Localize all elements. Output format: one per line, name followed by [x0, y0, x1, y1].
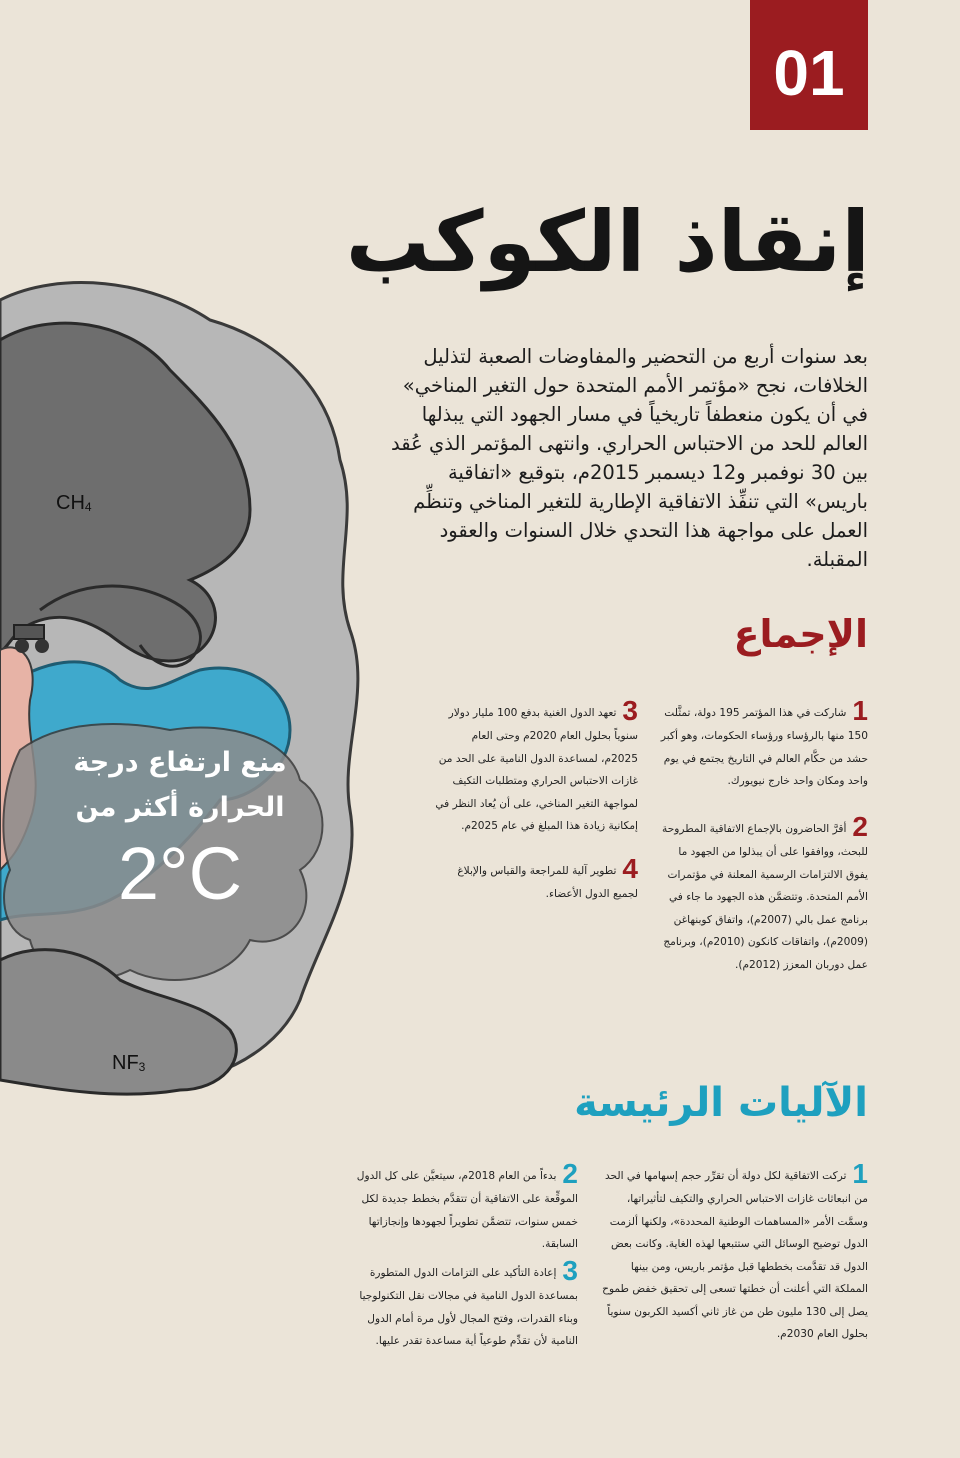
callout-line-1: منع ارتفاع درجة: [73, 747, 287, 778]
section-number-badge: 01: [750, 0, 868, 130]
item-number: 1: [852, 695, 868, 726]
item-text: أقرَّ الحاضرون بالإجماع الاتفاقية المطروحة للبحث، ووافقوا على أن يبذلوا من الجهود ما يفوق الالتزامات الرسمية المعلنة في مؤتمرات الأمم المتحدة. وتتضمَّن هذه الجهود ما جاء في برنامج عمل بالي (2007م)، واتفاق كوبنهاغن (2009م)، واتفاقات كانكون (2010م)، وبرنامج عمل دوربان المعزز (2012م).: [662, 823, 868, 971]
mechanism-item-3: [338, 1257, 578, 1353]
item-text: شاركت في هذا المؤتمر 195 دولة، تمثَّلت 150 منها بالرؤساء ورؤساء الحكومات، وهو أكبر حشد من حكَّام العالم في التاريخ يجتمع في يوم واحد ومكان واحد خارج نيويورك.: [660, 707, 868, 787]
consensus-item-4: [434, 855, 638, 906]
intro-paragraph: بعد سنوات أربع من التحضير والمفاوضات الصعبة لتذليل الخلافات، نجح «مؤتمر الأمم المتحدة حول التغير المناخي» في أن يكون منعطفاً تاريخياً في مسار الجهود التي يبذلها العالم للحد من الاحتباس الحراري. وانتهى المؤتمر الذي عُقد بين 30 نوفمبر و12 ديسمبر 2015م، بتوقيع «اتفاقية باريس» التي تنفِّذ الاتفاقية الإطارية للتغير المناخي وتنظِّم العمل على مواجهة هذا التحدي خلال السنوات والعقود المقبلة.: [391, 345, 868, 571]
item-number: 3: [622, 695, 638, 726]
item-text: تعهد الدول الغنية بدفع 100 مليار دولار سنوياً بحلول العام 2020م وحتى العام 2025م، لمساعدة الدول النامية على الحد من غازات الاحتباس الحراري ومتطلبات التكيف لمواجهة التغير المناخي، على أن يُعاد النظر في إمكانية زيادة هذا المبلغ في عام 2025م.: [435, 707, 638, 832]
item-text: بدءاً من العام 2018م، سيتعيَّن على كل الدول الموقِّعة على الاتفاقية أن تتقدَّم بخطط جديدة لكل خمس سنوات، تتضمَّن تطويراً لجهودها وإنجازاتها السابقة.: [356, 1170, 578, 1250]
nf3-label: $NF_3$: [112, 1052, 146, 1074]
item-text: تطوير آلية للمراجعة والقياس والإبلاغ لجميع الدول الأعضاء.: [457, 865, 638, 900]
item-number: 2: [852, 811, 868, 842]
callout-temperature: 2°C: [117, 832, 243, 915]
mechanism-item-1: [596, 1160, 868, 1346]
item-text: إعادة التأكيد على التزامات الدول المتطورة بمساعدة الدول النامية في مجالات نقل التكنولوجيا وبناء القدرات، وفتح المجال لأول مرة أمام الدول النامية لأن تقدِّم طوعياً أية مساعدة تقدر عليها.: [359, 1267, 578, 1347]
item-number: 3: [562, 1255, 578, 1286]
smoke-cloud-illustration: [0, 280, 370, 1100]
consensus-item-3: [434, 697, 638, 838]
callout-line-2: الحرارة أكثر من: [75, 792, 285, 823]
temperature-callout: [30, 740, 330, 914]
mechanism-item-2: [338, 1160, 578, 1256]
consensus-heading: الإجماع: [733, 612, 868, 656]
ch4-label: $CH_4$: [56, 492, 92, 514]
mechanisms-heading: الآليات الرئيسة: [574, 1080, 868, 1126]
item-number: 2: [562, 1158, 578, 1189]
consensus-item-2: [656, 813, 868, 976]
item-text: تركت الاتفاقية لكل دولة أن تقرِّر حجم إسهامها في الحد من انبعاثات غازات الاحتباس الحراري والتكيف لتأثيراتها، وسمَّت الأمر «المساهمات الوطنية المحددة»، ولكنها ألزمت الدول توضيح الوسائل التي ستتبعها لهذه الغاية. وكانت بعض الدول قد تقدَّمت بخططها قبل مؤتمر باريس، ومن بينها المملكة التي أعلنت أن خطتها تسعى إلى تحقيق خفض طموح يصل إلى 130 مليون طن من غاز ثاني أكسيد الكربون سنوياً بحلول العام 2030م.: [602, 1170, 868, 1340]
item-number: 4: [622, 853, 638, 884]
page-title: إنقاذ الكوكب: [345, 193, 870, 291]
consensus-item-1: [656, 697, 868, 793]
item-number: 1: [852, 1158, 868, 1189]
